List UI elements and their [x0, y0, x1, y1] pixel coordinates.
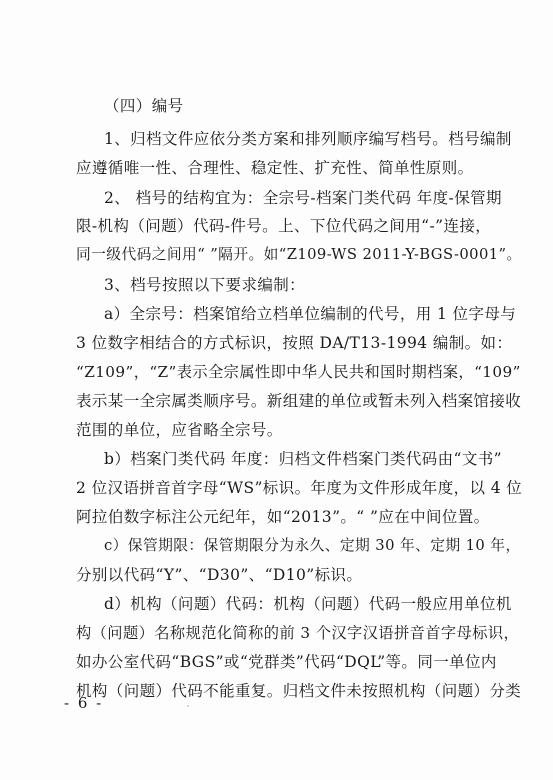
text-line-19: 如办公室代码“BGS”或“党群类”代码“DQL”等。同一单位内	[76, 653, 497, 671]
text-line-15: c）保管期限：保管期限分为永久、定期 30 年、定期 10 年，	[104, 537, 521, 554]
text-line-6: 3、档号按照以下要求编制：	[104, 276, 306, 294]
text-line-4: 限-机构（问题）代码-件号。上、下位代码之间用“-”连接，	[76, 217, 492, 235]
text-line-10: 表示某一全宗属类顺序号。新组建的单位或暂未列入档案馆接收	[76, 392, 522, 410]
section-heading: （四）编号	[104, 97, 184, 115]
text-line-3: 2、 档号的结构宜为：全宗号-档案门类代码 年度-保管期	[104, 189, 502, 207]
text-line-13: 2 位汉语拼音首字母“WS”标识。年度为文件形成年度，以 4 位	[76, 479, 523, 497]
text-line-14: 阿拉伯数字标注公元纪年，如“2013”。“ ”应在中间位置。	[76, 508, 490, 526]
text-line-5: 同一级代码之间用“ ”隔开。如“Z109-WS 2011-Y-BGS-0001”。	[76, 246, 522, 263]
text-line-20: 机构（问题）代码不能重复。归档文件未按照机构（问题）分类	[76, 682, 522, 700]
text-line-17: d）机构（问题）代码：机构（问题）代码一般应用单位机	[104, 595, 512, 613]
text-line-8: 3 位数字相结合的方式标识，按照 DA/T13-1994 编制。如：	[76, 334, 513, 352]
text-line-12: b）档案门类代码 年度：归档文件档案门类代码由“文书”	[104, 450, 502, 468]
scan-speck	[187, 705, 189, 707]
text-line-2: 应遵循唯一性、合理性、稳定性、扩充性、简单性原则。	[76, 159, 474, 177]
text-line-16: 分别以代码“Y”、“D30”、“D10”标识。	[76, 566, 363, 584]
text-line-9: “Z109”，“Z”表示全宗属性即中华人民共和国时期档案，“109”	[76, 363, 521, 381]
text-line-11: 范围的单位，应省略全宗号。	[76, 421, 283, 439]
text-line-18: 构（问题）名称规范化简称的前 3 个汉字汉语拼音首字母标识，	[76, 624, 520, 642]
text-line-1: 1、归档文件应依分类方案和排列顺序编写档号。档号编制	[104, 130, 512, 148]
text-line-7: a）全宗号：档案馆给立档单位编制的代号，用 1 位字母与	[104, 305, 517, 323]
page-number: - 6 -	[64, 694, 104, 712]
